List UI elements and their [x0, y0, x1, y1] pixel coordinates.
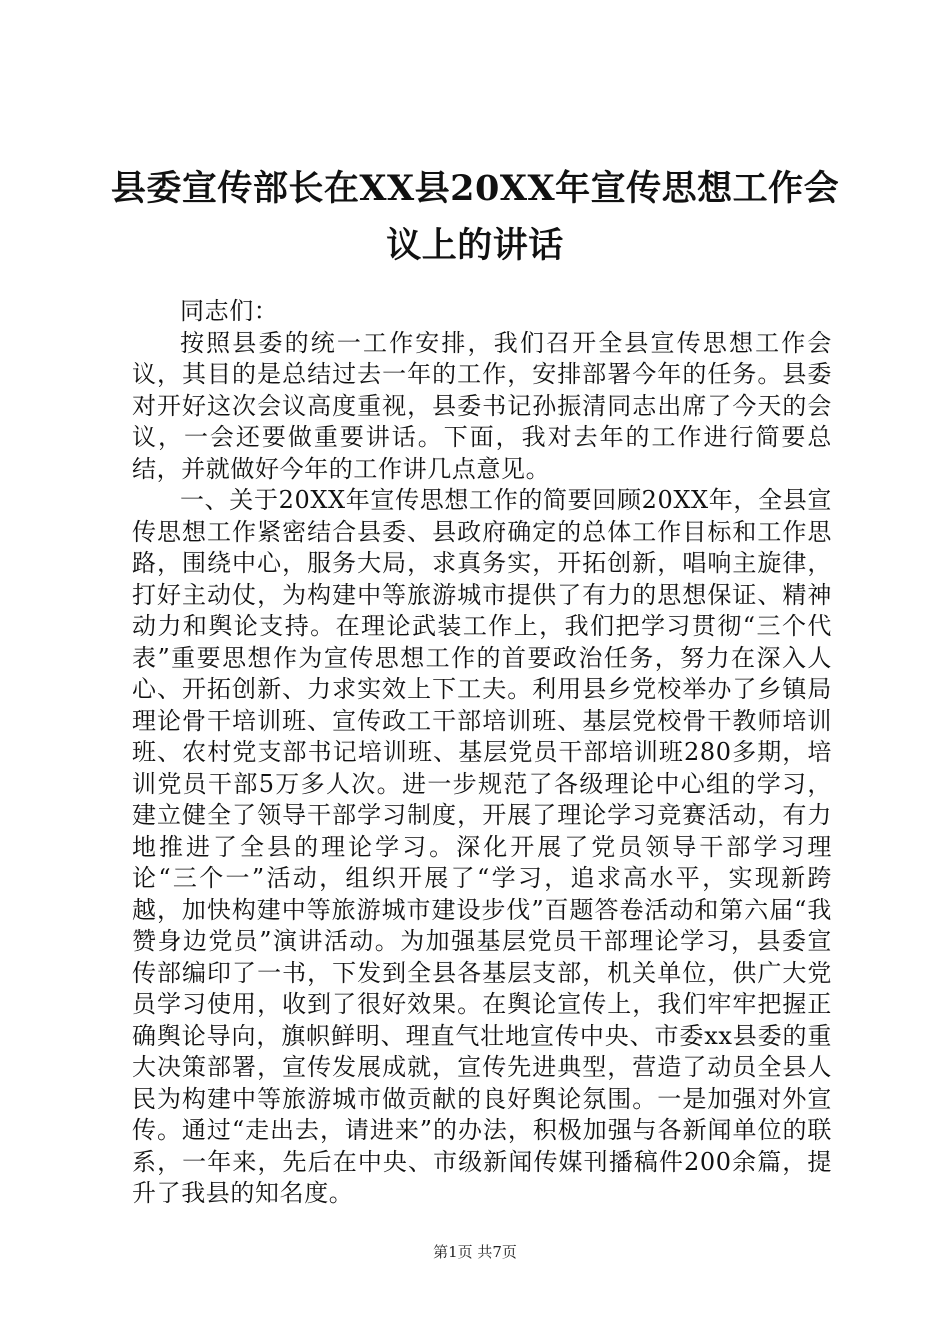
paragraph-intro: 按照县委的统一工作安排，我们召开全县宣传思想工作会议，其目的是总结过去一年的工作，安排部署今年的任务。县委对开好这次会议高度重视，县委书记孙振清同志出席了今天的会议，一会还要做重要讲话。下面，我对去年的工作进行简要总结，并就做好今年的工作讲几点意见。	[132, 328, 832, 483]
document-body	[132, 296, 832, 1210]
document-title: 县委宣传部长在XX县20XX年宣传思想工作会议上的讲话	[110, 168, 840, 266]
salutation: 同志们：	[180, 297, 279, 325]
paragraph-review: 一、关于20XX年宣传思想工作的简要回顾20XX年，全县宣传思想工作紧密结合县委、县政府确定的总体工作目标和工作思路，围绕中心，服务大局，求真务实，开拓创新，唱响主旋律，打好主动仗，为构建中等旅游城市提供了有力的思想保证、精神动力和舆论支持。在理论武装工作上，我们把学习贯彻“三个代表”重要思想作为宣传思想工作的首要政治任务，努力在深入人心、开拓创新、力求实效上下工夫。利用县乡党校举办了乡镇局理论骨干培训班、宣传政工干部培训班、基层党校骨干教师培训班、农村党支部书记培训班、基层党员干部培训班280多期，培训党员干部5万多人次。进一步规范了各级理论中心组的学习，建立健全了领导干部学习制度，开展了理论学习竞赛活动，有力地推进了全县的理论学习。深化开展了党员领导干部学习理论“三个一”活动，组织开展了“学习，追求高水平，实现新跨越，加快构建中等旅游城市建设步伐”百题答卷活动和第六届“我赞身边党员”演讲活动。为加强基层党员干部理论学习，县委宣传部编印了一书，下发到全县各基层支部，机关单位，供广大党员学习使用，收到了很好效果。在舆论宣传上，我们牢牢把握正确舆论导向，旗帜鲜明、理直气壮地宣传中央、市委xx县委的重大决策部署，宣传发展成就，宣传先进典型，营造了动员全县人民为构建中等旅游城市做贡献的良好舆论氛围。一是加强对外宣传。通过“走出去，请进来”的办法，积极加强与各新闻单位的联系，一年来，先后在中央、市级新闻传媒刊播稿件200余篇，提升了我县的知名度。	[132, 486, 832, 1207]
page-footer: 第1页 共7页	[433, 1243, 517, 1261]
